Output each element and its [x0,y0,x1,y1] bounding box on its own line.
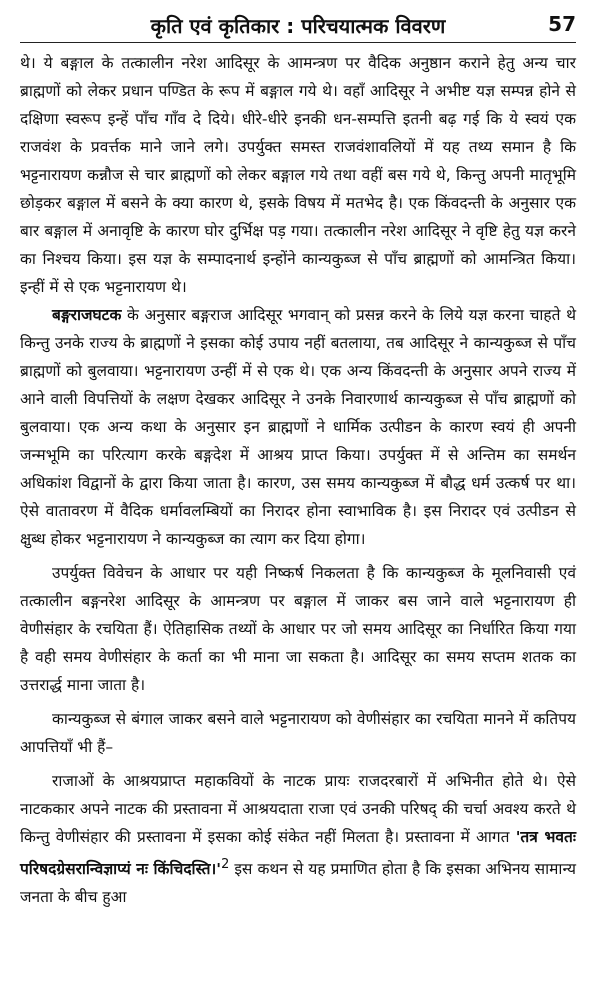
paragraph-4: कान्यकुब्ज से बंगाल जाकर बसने वाले भट्टनारायण को वेणीसंहार का रचयिता मानने में कतिपय आपत्तियाँ भी हैं– [20,710,576,756]
paragraph-2-text: के अनुसार बङ्गराज आदिसूर भगवान् को प्रसन्न करने के लिये यज्ञ करना चाहते थे किन्तु उनके राज्य के ब्राह्मणों ने इसका कोई उपाय नहीं बतलाया, तब आदिसूर ने कान्यकुब्ज से पाँच ब्राह्मणों को बुलवाया। भट्टनारायण उन्हीं में से एक थे। एक अन्य किंवदन्ती के अनुसार अपने राज्य में आने वाली विपत्तियों के लक्षण देखकर आदिसूर ने उनके निवारणार्थ कान्यकुब्ज से पाँच ब्राह्मणों को बुलवाया। एक अन्य कथा के अनुसार इन ब्राह्मणों ने धार्मिक उत्पीडन के कारण स्वयं ही अपनी जन्मभूमि का परित्याग करके बङ्गदेश में आश्रय प्राप्त किया। उपर्युक्त में से अन्तिम का समर्थन अधिकांश विद्वानों के द्वारा किया जाता है। कारण, उस समय कान्यकुब्ज में बौद्ध धर्म उत्कर्ष पर था। ऐसे वातावरण में वैदिक धर्मावलम्बियों का निरादर होना स्वाभाविक है। इस निरादर एवं उत्पीडन से क्षुब्ध होकर भट्टनारायण ने कान्यकुब्ज का त्याग कर दिया होगा। [20,306,576,548]
running-title: कृति एवं कृतिकार : परिचयात्मक विवरण [150,14,446,38]
sanskrit-quote: 'तत्र भवतः परिषदग्रेसरान्विज्ञाप्यं नः किंचिदस्ति।' [20,828,577,879]
paragraph-3: उपर्युक्त विवेचन के आधार पर यही निष्कर्ष निकलता है कि कान्यकुब्ज के मूलनिवासी एवं तत्कालीन बङ्गनरेश आदिसूर के आमन्त्रण पर बङ्गाल में जाकर बस जाने वाले भट्टनारायण ही वेणीसंहार के रचयिता हैं। ऐतिहासिक तथ्यों के आधार पर जो समय आदिसूर का निर्धारित किया गया है वही समय वेणीसंहार के कर्ता का भी माना जा सकता है। आदिसूर का समय सप्तम शतक का उत्तरार्द्ध माना जाता है। [20,564,576,694]
paragraph-5-text-after: इस कथन से यह प्रमाणित होता है कि इसका अभिनय सामान्य जनता के बीच हुआ [20,860,577,907]
paragraph-5 [20,767,576,911]
page-number: 57 [548,12,576,36]
footnote-marker: 2 [221,857,230,872]
paragraph-2-bold-lead: बङ्गराजघटक [52,306,122,324]
paragraph-2 [20,301,576,553]
page-header [20,8,576,43]
paragraph-5-text: राजाओं के आश्रयप्राप्त महाकवियों के नाटक प्रायः राजदरबारों में अभिनीत होते थे। ऐसे नाटककार अपने नाटक की प्रस्तावना में आश्रयदाता राजा एवं उनकी परिषद् की चर्चा अवश्य करते थे किन्तु वेणीसंहार की प्रस्तावना में इसका कोई संकेत नहीं मिलता है। प्रस्तावना में आगत [20,772,576,846]
paragraph-1: थे। ये बङ्गाल के तत्कालीन नरेश आदिसूर के आमन्त्रण पर वैदिक अनुष्ठान कराने हेतु अन्य चार ब्राह्मणों को लेकर प्रधान पण्डित के रूप में बङ्गाल गये थे। वहाँ आदिसूर ने अभीष्ट यज्ञ सम्पन्न होने से दक्षिणा स्वरूप इन्हें पाँच गाँव दे दिये। धीरे-धीरे इनकी धन-सम्पत्ति इतनी बढ़ गई कि ये स्वयं एक राजवंश के प्रवर्त्तक माने जाने लगे। उपर्युक्त समस्त राजवंशावलियों में यह तथ्य समान है कि भट्टनारायण कन्नौज से चार ब्राह्मणों को लेकर बङ्गाल गये तथा वहीं बस गये थे, किन्तु अपनी मातृभूमि छोड़कर बङ्गाल में बसने के क्या कारण थे, इसके विषय में मतभेद है। एक किंवदन्ती के अनुसार एक बार बङ्गाल में अनावृष्टि के कारण घोर दुर्भिक्ष पड़ गया। तत्कालीन नरेश आदिसूर ने वृष्टि हेतु यज्ञ करने का निश्चय किया। इस यज्ञ के सम्पादनार्थ इन्होंने कान्यकुब्ज से पाँच ब्राह्मणों को आमन्त्रित किया। इन्हीं में से एक भट्टनारायण थे। [20,54,576,296]
